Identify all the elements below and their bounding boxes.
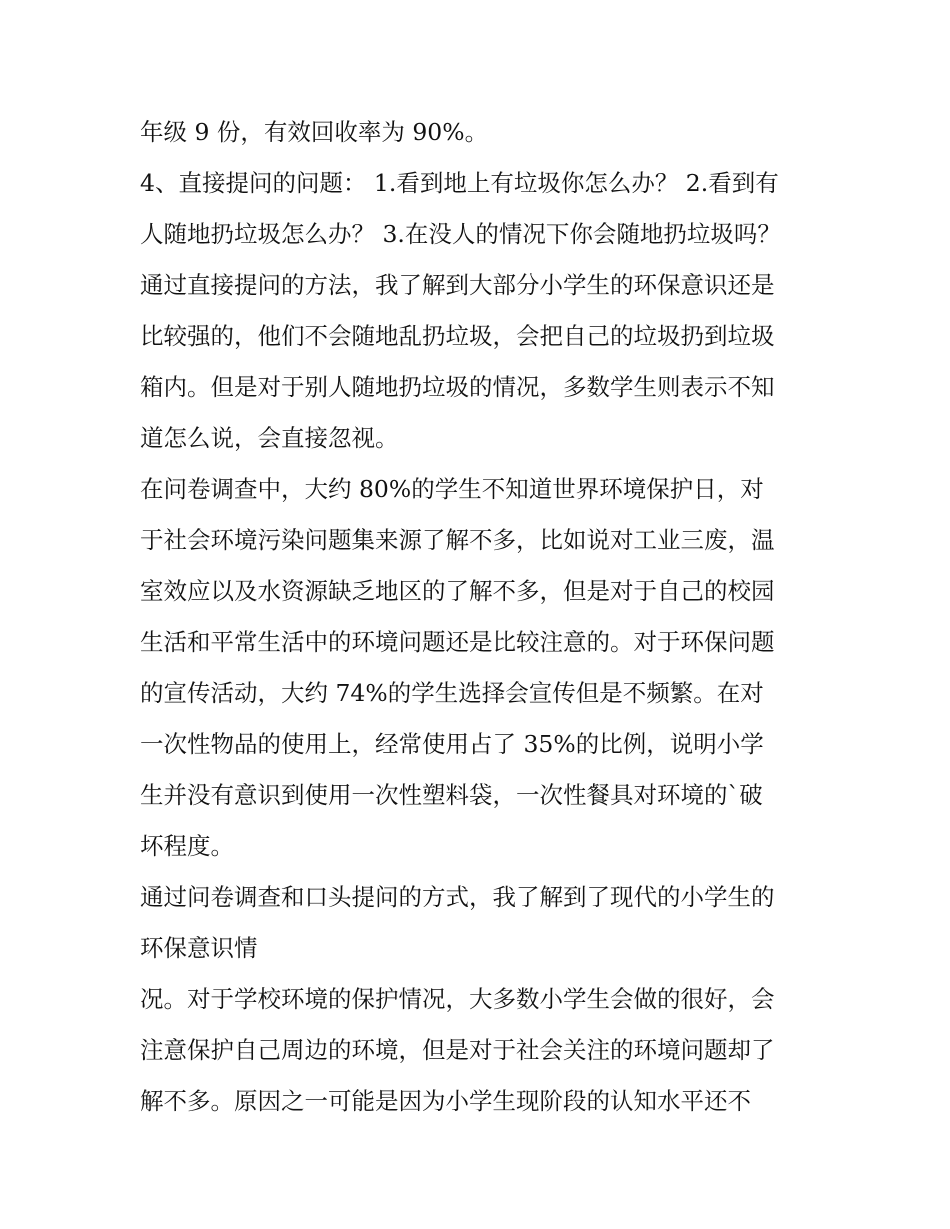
text-line: 于社会环境污染问题集来源了解不多，比如说对工业三废，温 bbox=[140, 526, 775, 554]
text-line: 坏程度。 bbox=[140, 832, 234, 860]
text-line: 通过直接提问的方法，我了解到大部分小学生的环保意识还是 bbox=[140, 271, 775, 299]
text-line: 人随地扔垃圾怎么办？ 3.在没人的情况下你会随地扔垃圾吗？ bbox=[140, 220, 781, 248]
text-line: 的宣传活动，大约 74%的学生选择会宣传但是不频繁。在对 bbox=[140, 679, 764, 707]
text-line: 通过问卷调查和口头提问的方式，我了解到了现代的小学生的 bbox=[140, 883, 775, 911]
text-line: 况。对于学校环境的保护情况，大多数小学生会做的很好，会 bbox=[140, 985, 775, 1013]
text-line: 环保意识情 bbox=[140, 934, 258, 962]
text-line: 一次性物品的使用上，经常使用占了 35%的比例，说明小学 bbox=[140, 730, 764, 758]
text-line: 室效应以及水资源缺乏地区的了解不多，但是对于自己的校园 bbox=[140, 577, 775, 605]
text-line: 道怎么说，会直接忽视。 bbox=[140, 424, 399, 452]
text-line: 4、直接提问的问题： 1.看到地上有垃圾你怎么办？ 2.看到有 bbox=[140, 169, 779, 197]
text-line: 年级 9 份，有效回收率为 90%。 bbox=[140, 118, 489, 146]
text-line: 生并没有意识到使用一次性塑料袋，一次性餐具对环境的`破 bbox=[140, 781, 763, 809]
text-line: 生活和平常生活中的环境问题还是比较注意的。对于环保问题 bbox=[140, 628, 775, 656]
text-line: 注意保护自己周边的环境，但是对于社会关注的环境问题却了 bbox=[140, 1036, 775, 1064]
text-line: 解不多。原因之一可能是因为小学生现阶段的认知水平还不 bbox=[140, 1087, 751, 1115]
text-line: 箱内。但是对于别人随地扔垃圾的情况，多数学生则表示不知 bbox=[140, 373, 775, 401]
text-line: 比较强的，他们不会随地乱扔垃圾，会把自己的垃圾扔到垃圾 bbox=[140, 322, 775, 350]
body-text bbox=[140, 107, 820, 1127]
text-line: 在问卷调查中，大约 80%的学生不知道世界环境保护日，对 bbox=[140, 475, 764, 503]
